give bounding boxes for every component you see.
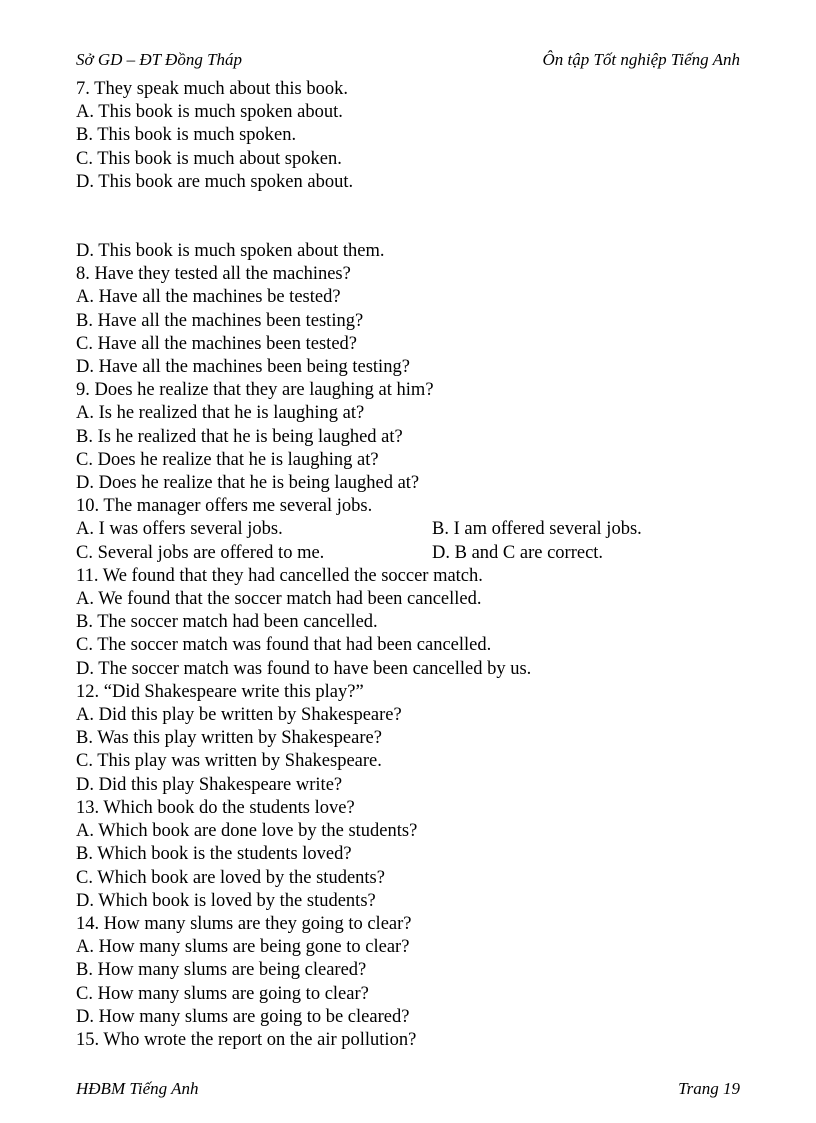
q7-option-a: A. This book is much spoken about. [76, 102, 343, 123]
q8-option-a: A. Have all the machines be tested? [76, 287, 341, 308]
q11-option-d: D. The soccer match was found to have been cancelled by us. [76, 658, 532, 679]
blank-gap [76, 194, 740, 240]
q8-option-c: C. Have all the machines been tested? [76, 333, 357, 354]
q11-option-a: A. We found that the soccer match had been cancelled. [76, 589, 482, 610]
q12-option-a: A. Did this play be written by Shakespeare? [76, 705, 402, 726]
question-8: 8. Have they tested all the machines? [76, 264, 351, 285]
q13-option-d: D. Which book is loved by the students? [76, 890, 376, 911]
header-subject: Ôn tập Tốt nghiệp Tiếng Anh [542, 50, 740, 69]
q9-option-d: D. Does he realize that he is being laughed at? [76, 473, 420, 494]
q12-option-c: C. This play was written by Shakespeare. [76, 751, 382, 772]
q9-option-c: C. Does he realize that he is laughing at? [76, 449, 379, 470]
q14-option-a: A. How many slums are being gone to clear? [76, 937, 410, 958]
q14-option-b: B. How many slums are being cleared? [76, 960, 367, 981]
footer-department: HĐBM Tiếng Anh [76, 1079, 199, 1098]
question-14: 14. How many slums are they going to clear? [76, 913, 412, 934]
q11-option-b: B. The soccer match had been cancelled. [76, 612, 378, 633]
page-number: Trang 19 [678, 1079, 740, 1098]
question-9: 9. Does he realize that they are laughing at him? [76, 380, 434, 401]
q7-option-d-alt: D. This book is much spoken about them. [76, 241, 385, 262]
q10-option-d: D. B and C are correct. [432, 542, 604, 563]
q7-option-b: B. This book is much spoken. [76, 125, 297, 146]
q8-option-d: D. Have all the machines been being testing? [76, 357, 410, 378]
page-header [76, 50, 740, 70]
header-department: Sở GD – ĐT Đồng Tháp [76, 50, 243, 69]
question-12: 12. “Did Shakespeare write this play?” [76, 681, 364, 702]
q10-option-a: A. I was offers several jobs. [76, 519, 283, 540]
question-13: 13. Which book do the students love? [76, 797, 355, 818]
q7-option-c: C. This book is much about spoken. [76, 148, 342, 169]
question-10: 10. The manager offers me several jobs. [76, 496, 373, 517]
question-7: 7. They speak much about this book. [76, 79, 348, 99]
question-11: 11. We found that they had cancelled the soccer match. [76, 565, 483, 586]
q11-option-c: C. The soccer match was found that had been cancelled. [76, 635, 492, 656]
q10-option-b: B. I am offered several jobs. [432, 519, 642, 540]
question-15: 15. Who wrote the report on the air pollution? [76, 1029, 417, 1050]
q10-option-c: C. Several jobs are offered to me. [76, 542, 325, 563]
q13-option-b: B. Which book is the students loved? [76, 844, 352, 865]
q9-option-b: B. Is he realized that he is being laughed at? [76, 426, 403, 447]
exercise-content [76, 78, 740, 1052]
q14-option-c: C. How many slums are going to clear? [76, 983, 369, 1004]
q10-options-row-1 [76, 518, 740, 541]
q13-option-a: A. Which book are done love by the students? [76, 821, 418, 842]
q12-option-b: B. Was this play written by Shakespeare? [76, 728, 382, 749]
q13-option-c: C. Which book are loved by the students? [76, 867, 385, 888]
q10-options-row-2 [76, 542, 740, 565]
q12-option-d: D. Did this play Shakespeare write? [76, 774, 343, 795]
page-footer [76, 1079, 740, 1099]
q7-option-d: D. This book are much spoken about. [76, 171, 354, 192]
q9-option-a: A. Is he realized that he is laughing at? [76, 403, 365, 424]
q8-option-b: B. Have all the machines been testing? [76, 310, 364, 331]
q14-option-d: D. How many slums are going to be cleared? [76, 1006, 410, 1027]
